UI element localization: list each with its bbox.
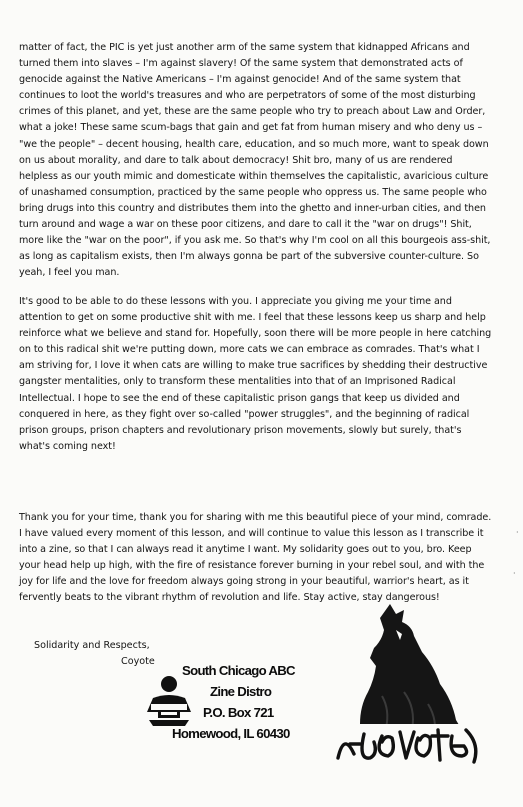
distro-subtitle: Zine Distro [210,684,272,699]
distro-name: South Chicago ABC [182,663,295,678]
abc-figure-icon [141,674,197,728]
scan-speck: · [516,528,519,537]
body-paragraph: It's good to be able to do these lessons with you. I appreciate you giving me your time and attention to get on some productive shit with me. I feel that these lessons keep us sharp and help reinforce what we believe and stand for. Hopefully, soon there will be more people in here catching on to this radical shit we're putting down, more cats we can embrace as comrades. That's what I am striving for, I love it when cats are willing to make true sacrifices by shedding their destructive gangster mentalities, only to transform these mentalities into that of an Imprisoned Radical Intellectual. I hope to see the end of these capitalistic prison gangs that keep us divided and conquered in here, as they fight over so-called "power struggles", and the beginning of radical prison groups, prison chapters and revolutionary prison movements, slowly but surely, that's what's coming next! [19,296,492,452]
distro-city: Homewood, IL 60430 [172,726,290,741]
closing-line: Solidarity and Respects, [34,640,150,651]
signer-name: Coyote [121,656,155,667]
body-paragraph: matter of fact, the PIC is yet just another arm of the same system that kidnapped Africans and turned them into slaves – I'm against slavery! Of the same system that demonstrated acts of genocide against the Native Americans – I'm against genocide! And of the same system that continues to loot the world's treasures and who are perpetrators of some of the most disturbing crimes of this planet, and yet, these are the same people who try to preach about Law and Order, what a joke! These same scum-bags that gain and get fat from human misery and who deny us – "we the people" – decent housing, health care, education, and so much more, want to speak down on us about morality, and dare to talk about democracy! Shit bro, many of us are rendered helpless as our youth mimic and domesticate within themselves the capitalistic, avaricious culture of unashamed consumption, practiced by the same people who oppress us. The same people who bring drugs into this country and distributes them into the ghetto and inner-urban cities, and then turn around and wage a war on these poor citizens, and dare to call it the "war on drugs"! Shit, more like the "war on the poor", if you ask me. So that's why I'm cool on all this bourgeois ass-shit, as long as capitalism exists, then I'm always gonna be part of the subversive counter-culture. So yeah, I feel you man. [19,42,491,279]
distro-po-box: P.O. Box 721 [203,705,274,720]
coyote-graffiti-signature [334,724,486,766]
scan-speck: · [513,569,516,578]
body-paragraph: Thank you for your time, thank you for sharing with me this beautiful piece of your mind, comrade. I have valued every moment of this lesson, and will continue to value this lesson as I transcribe it into a zine, so that I can always read it anytime I want. My solidarity goes out to you, bro. Keep your head help up high, with the fire of resistance forever burning in your rebel soul, and with the joy for life and the love for freedom always going strong in your beautiful, warrior's heart, as it fervently beats to the vibrant rhythm of revolution and life. Stay active, stay dangerous! [19,512,492,604]
